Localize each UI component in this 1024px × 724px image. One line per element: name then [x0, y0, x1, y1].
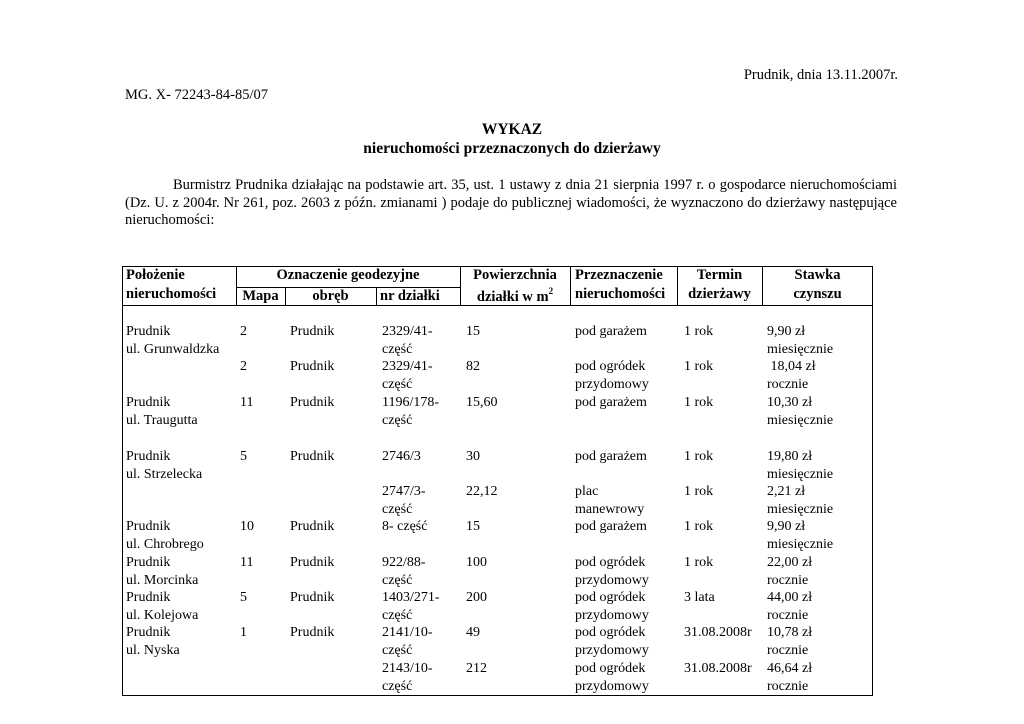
- cell-term: 1 rok: [684, 555, 714, 570]
- cell-term: 31.08.2008r: [684, 661, 752, 676]
- header-purpose: Przeznaczenie: [575, 267, 663, 283]
- cell-purpose: pod ogródek: [575, 555, 646, 570]
- cell-rate: 2,21 zł: [767, 484, 806, 499]
- cell-precinct: Prudnik: [290, 519, 335, 534]
- cell-rate: miesięcznie: [767, 501, 834, 517]
- cell-purpose: pod garażem: [575, 449, 647, 464]
- cell-plot: 2143/10-: [382, 661, 433, 676]
- cell-plot: 2329/41-: [382, 324, 433, 339]
- cell-area: 30: [466, 449, 480, 464]
- cell-plot: 2329/41-: [382, 359, 433, 374]
- cell-map: 2: [240, 324, 247, 339]
- cell-location: Prudnik: [126, 449, 171, 464]
- cell-purpose: przydomowy: [575, 572, 649, 588]
- cell-precinct: Prudnik: [290, 590, 335, 605]
- cell-term: 1 rok: [684, 359, 714, 374]
- cell-purpose: pod ogródek: [575, 625, 646, 640]
- cell-area: 212: [466, 661, 487, 676]
- cell-term: 3 lata: [684, 590, 715, 605]
- cell-rate: 18,04 zł: [767, 359, 816, 374]
- cell-plot: 922/88-: [382, 555, 426, 570]
- header-area: Powierzchnia: [473, 267, 557, 283]
- date-line: Prudnik, dnia 13.11.2007r.: [743, 67, 898, 83]
- cell-location: Prudnik: [126, 395, 171, 410]
- cell-plot: 1403/271-: [382, 590, 440, 605]
- cell-location: Prudnik: [126, 324, 171, 339]
- cell-term: 1 rok: [684, 449, 714, 464]
- cell-rate: 10,78 zł: [767, 625, 813, 640]
- header-term: dzierżawy: [688, 286, 751, 302]
- cell-area: 22,12: [466, 484, 498, 499]
- cell-map: 11: [240, 555, 254, 570]
- cell-rate: rocznie: [767, 642, 809, 658]
- cell-location: ul. Morcinka: [126, 572, 199, 588]
- cell-rate: 10,30 zł: [767, 395, 813, 410]
- cell-plot: część: [382, 412, 413, 428]
- cell-precinct: Prudnik: [290, 449, 335, 464]
- cell-area: 15: [466, 324, 480, 339]
- cell-area: 200: [466, 590, 487, 605]
- cell-purpose: przydomowy: [575, 376, 649, 392]
- header-divider: [570, 266, 571, 305]
- cell-purpose: przydomowy: [575, 678, 649, 694]
- cell-purpose: plac: [575, 484, 599, 499]
- cell-precinct: Prudnik: [290, 625, 335, 640]
- cell-term: 1 rok: [684, 395, 714, 410]
- cell-purpose: pod ogródek: [575, 590, 646, 605]
- header-term: Termin: [696, 267, 743, 283]
- cell-area: 100: [466, 555, 487, 570]
- cell-purpose: przydomowy: [575, 607, 649, 623]
- header-area: działki w $m^2$: [476, 286, 554, 305]
- cell-rate: rocznie: [767, 376, 809, 392]
- cell-purpose: pod ogródek: [575, 359, 646, 374]
- table-frame: [122, 266, 873, 696]
- cell-area: 15: [466, 519, 480, 534]
- cell-term: 31.08.2008r: [684, 625, 752, 640]
- cell-purpose: pod garażem: [575, 324, 647, 339]
- document-subtitle: nieruchomości przeznaczonych do dzierżawy: [363, 140, 661, 157]
- cell-precinct: Prudnik: [290, 324, 335, 339]
- cell-map: 10: [240, 519, 254, 534]
- cell-plot: część: [382, 572, 413, 588]
- header-plot: nr działki: [380, 288, 440, 304]
- cell-location: ul. Grunwaldzka: [126, 341, 220, 357]
- cell-map: 1: [240, 625, 247, 640]
- cell-rate: miesięcznie: [767, 466, 834, 482]
- cell-purpose: pod ogródek: [575, 661, 646, 676]
- cell-map: 5: [240, 449, 247, 464]
- cell-purpose: pod garażem: [575, 395, 647, 410]
- cell-term: 1 rok: [684, 324, 714, 339]
- cell-rate: miesięcznie: [767, 412, 834, 428]
- cell-map: 5: [240, 590, 247, 605]
- cell-rate: 9,90 zł: [767, 324, 806, 339]
- cell-plot: 1196/178-: [382, 395, 440, 410]
- cell-plot: 8- część: [382, 519, 428, 534]
- cell-term: 1 rok: [684, 484, 714, 499]
- header-purpose: nieruchomości: [575, 286, 666, 302]
- cell-rate: 22,00 zł: [767, 555, 813, 570]
- cell-location: ul. Nyska: [126, 642, 180, 658]
- cell-term: 1 rok: [684, 519, 714, 534]
- cell-precinct: Prudnik: [290, 359, 335, 374]
- cell-rate: 44,00 zł: [767, 590, 813, 605]
- cell-purpose: manewrowy: [575, 501, 645, 517]
- cell-plot: część: [382, 607, 413, 623]
- cell-precinct: Prudnik: [290, 555, 335, 570]
- intro-paragraph: Burmistrz Prudnika działając na podstawie art. 35, ust. 1 ustawy z dnia 21 sierpnia 1997 r. o gospodarce nieruchomościami (Dz. U. z 2004r. Nr 261, poz. 2603 z późn. zmianami ) podaje do publicznej wiadomości, że wyznaczono do dzierżawy następujące nieruchomości:: [125, 177, 897, 228]
- cell-location: Prudnik: [126, 625, 171, 640]
- header-rate: Stawka: [794, 267, 841, 283]
- cell-location: Prudnik: [126, 555, 171, 570]
- header-precinct: obręb: [312, 288, 349, 304]
- cell-area: 82: [466, 359, 480, 374]
- header-rate: czynszu: [793, 286, 842, 302]
- cell-rate: rocznie: [767, 607, 809, 623]
- header-geodetic: Oznaczenie geodezyjne: [276, 267, 420, 283]
- document-title: WYKAZ: [481, 121, 543, 138]
- property-table: [122, 266, 873, 696]
- cell-rate: 19,80 zł: [767, 449, 813, 464]
- cell-plot: część: [382, 642, 413, 658]
- reference-number: MG. X- 72243-84-85/07: [125, 87, 268, 103]
- cell-precinct: Prudnik: [290, 395, 335, 410]
- cell-location: ul. Strzelecka: [126, 466, 203, 482]
- cell-rate: miesięcznie: [767, 536, 834, 552]
- cell-rate: 46,64 zł: [767, 661, 813, 676]
- header-divider: [376, 287, 377, 305]
- cell-location: ul. Kolejowa: [126, 607, 199, 623]
- cell-rate: rocznie: [767, 572, 809, 588]
- cell-map: 2: [240, 359, 247, 374]
- cell-location: ul. Chrobrego: [126, 536, 204, 552]
- cell-plot: 2747/3-: [382, 484, 426, 499]
- cell-area: 15,60: [466, 395, 498, 410]
- cell-rate: rocznie: [767, 678, 809, 694]
- header-location: Położenie: [126, 267, 185, 283]
- cell-location: Prudnik: [126, 519, 171, 534]
- cell-plot: część: [382, 376, 413, 392]
- cell-rate: 9,90 zł: [767, 519, 806, 534]
- cell-plot: 2141/10-: [382, 625, 433, 640]
- header-map: Mapa: [242, 288, 279, 304]
- cell-rate: miesięcznie: [767, 341, 834, 357]
- cell-plot: 2746/3: [382, 449, 421, 464]
- header-location: nieruchomości: [126, 286, 217, 302]
- cell-purpose: pod garażem: [575, 519, 647, 534]
- cell-location: Prudnik: [126, 590, 171, 605]
- cell-purpose: przydomowy: [575, 642, 649, 658]
- cell-area: 49: [466, 625, 480, 640]
- cell-map: 11: [240, 395, 254, 410]
- cell-plot: część: [382, 341, 413, 357]
- cell-location: ul. Traugutta: [126, 412, 198, 428]
- cell-plot: część: [382, 501, 413, 517]
- cell-plot: część: [382, 678, 413, 694]
